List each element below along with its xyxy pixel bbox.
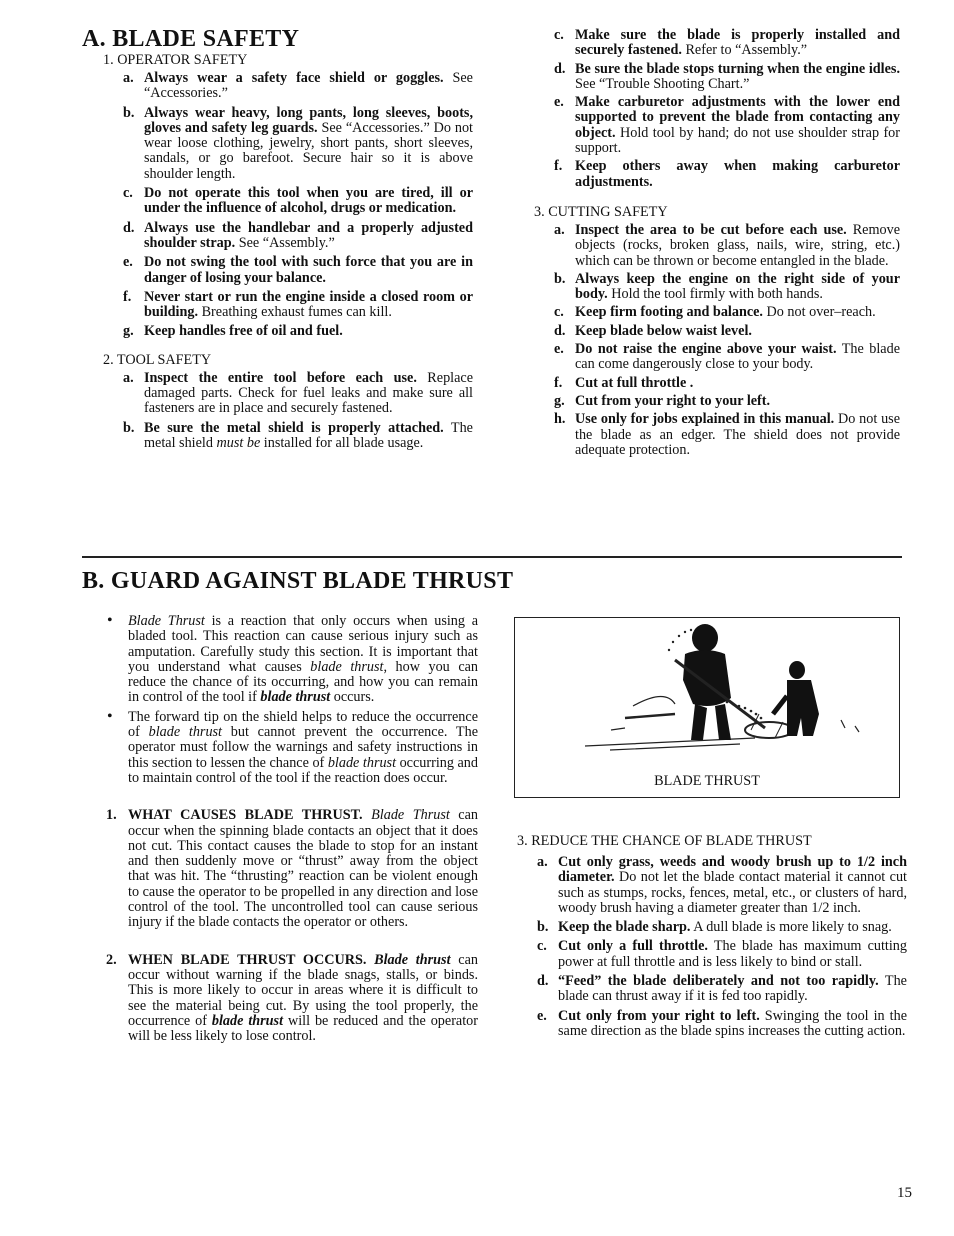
- list-item: e. Do not raise the engine above your waist. The blade can come dangerously close to your body.: [554, 341, 900, 373]
- list-item: a. Cut only grass, weeds and woody brush up to 1/2 inch diameter. Do not let the blade contact material it cannot cut such as stumps, rocks, fences, metal, etc., or clusters of hard, woody brush having a diameter greater than 1/2 inch.: [537, 854, 907, 916]
- left-column-b: [106, 614, 478, 1044]
- list-item: • The forward tip on the shield helps to reduce the occurrence of blade thrust but cannot prevent the occurrence. The operator must follow the warnings and safety instructions in this section to lessen the chance of blade thrust occurring and to maintain control of the tool if the reaction does occur.: [107, 707, 478, 786]
- reduce-blade-thrust-heading: 3. REDUCE THE CHANCE OF BLADE THRUST: [517, 833, 812, 849]
- list-item: h. Use only for jobs explained in this manual. Do not use the blade as an edger. The shield does not provide adequate protection.: [554, 411, 900, 458]
- what-causes-blade-thrust: 1. WHAT CAUSES BLADE THRUST. Blade Thrust can occur when the spinning blade contacts an object that it does not cut. This contact causes the blade to stop for an instant and then suddenly move or “thrust” away from the object that was hit. The “thrusting” reaction can be violent enough to cause the operator to be propelled in any direction and lose control of the tool. The uncontrolled tool can cause serious injury if the blade contacts the operator or others.: [106, 807, 478, 931]
- list-item: d. Be sure the blade stops turning when the engine idles. See “Trouble Shooting Chart.”: [554, 60, 900, 92]
- list-item: a. Inspect the area to be cut before each use. Remove objects (rocks, broken glass, nails, wire, string, etc.) which can be thrown or become entangled in the blade.: [554, 221, 900, 269]
- right-column-b: [517, 833, 907, 1039]
- list-item: b. Always keep the engine on the right side of your body. Hold the tool firmly with both hands.: [554, 270, 900, 303]
- list-item: d. Keep blade below waist level.: [554, 322, 752, 339]
- cutting-safety-list: [554, 223, 900, 458]
- bullet-icon: •: [107, 707, 113, 725]
- list-item: g. Keep handles free of oil and fuel.: [123, 323, 343, 340]
- list-item: b. Keep the blade sharp. A dull blade is more likely to snag.: [537, 919, 892, 936]
- list-item: c. Keep firm footing and balance. Do not over–reach.: [554, 304, 876, 321]
- list-item: c. Make sure the blade is properly installed and securely fastened. Refer to “Assembly.”: [554, 27, 900, 59]
- blade-thrust-illustration: [514, 617, 900, 798]
- cutting-safety-heading: 3. CUTTING SAFETY: [534, 203, 668, 220]
- tool-safety-list-continued: [554, 28, 900, 190]
- when-blade-thrust-occurs: 2. WHEN BLADE THRUST OCCURS. Blade thrust can occur without warning if the blade snags, stalls, or binds. This is more likely to occur in areas where it is difficult to see the material being cut. By using the tool properly, the occurrence of blade thrust will be reduced and the operator will be less likely to lose control.: [106, 951, 478, 1045]
- list-item: a. Always wear a safety face shield or goggles. See “Accessories.”: [123, 70, 473, 102]
- list-item: e. Cut only from your right to left. Swinging the tool in the same direction as the blade spins increases the cutting action.: [537, 1007, 907, 1039]
- reduce-blade-thrust-list: [537, 855, 907, 1039]
- list-item: a. Inspect the entire tool before each use. Replace damaged parts. Check for fuel leaks and make sure all fasteners are in place and securely fastened.: [123, 369, 473, 417]
- list-item: d. Always use the handlebar and a properly adjusted shoulder strap. See “Assembly.”: [123, 219, 473, 251]
- section-divider: [82, 556, 902, 558]
- list-item: f. Cut at full throttle .: [554, 374, 694, 391]
- list-item: • Blade Thrust is a reaction that only occurs when using a bladed tool. This reaction can cause serious injury such as amputation. Carefully study this section. It is important that you understand what causes blade thrust, how you can reduce the chance of its occurring, and how you can remain in control of the tool if blade thrust occurs.: [107, 612, 479, 706]
- operator-safety-list: [123, 71, 473, 340]
- list-item: c. Do not operate this tool when you are tired, ill or under the influence of alcohol, drugs or medication.: [123, 185, 473, 217]
- operator-safety-heading: 1. OPERATOR SAFETY: [103, 52, 248, 68]
- tool-safety-list: [123, 371, 473, 451]
- figure-caption: BLADE THRUST: [654, 773, 760, 789]
- page-number: 15: [897, 1185, 912, 1201]
- section-b-title: B. GUARD AGAINST BLADE THRUST: [82, 568, 514, 594]
- list-item: f. Never start or run the engine inside a closed room or building. Breathing exhaust fumes can kill.: [123, 288, 473, 321]
- right-column-a: [534, 27, 900, 458]
- list-item: f. Keep others away when making carburetor adjustments.: [554, 158, 900, 190]
- list-item: e. Make carburetor adjustments with the lower end supported to prevent the blade from contacting any object. Hold tool by hand; do not use shoulder strap for support.: [554, 94, 900, 157]
- list-item: e. Do not swing the tool with such force that you are in danger of losing your balance.: [123, 254, 473, 286]
- left-column-a: [103, 52, 473, 451]
- list-item: b. Be sure the metal shield is properly attached. The metal shield must be installed for all blade usage.: [123, 419, 473, 451]
- section-a-title: A. BLADE SAFETY: [82, 26, 300, 52]
- operator-blade-thrust-icon: [515, 618, 899, 797]
- list-item: b. Always wear heavy, long pants, long sleeves, boots, gloves and safety leg guards. See “Accessories.” Do not wear loose clothing, jewelry, short pants, short sleeves, sandals, or go barefoot. Secure hair so it is above shoulder length.: [123, 104, 473, 182]
- list-item: d. “Feed” the blade deliberately and not too rapidly. The blade can thrust away if it is fed too rapidly.: [537, 973, 907, 1005]
- list-item: g. Cut from your right to your left.: [554, 392, 771, 409]
- list-item: c. Cut only a full throttle. The blade has maximum cutting power at full throttle and is less likely to bind or stall.: [537, 938, 907, 970]
- bullet-icon: •: [107, 612, 113, 629]
- tool-safety-heading: 2. TOOL SAFETY: [103, 351, 212, 368]
